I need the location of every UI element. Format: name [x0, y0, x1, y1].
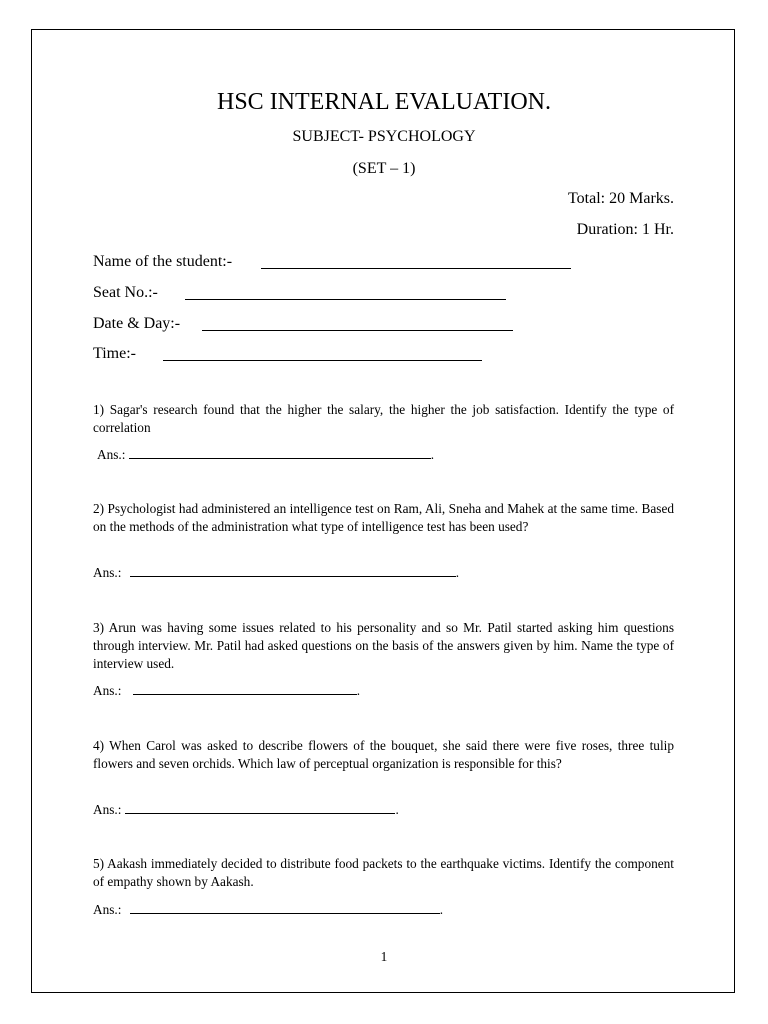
answer-5	[93, 901, 443, 919]
time-field	[93, 344, 136, 364]
date-day-line[interactable]	[202, 330, 513, 331]
question-4: 4) When Carol was asked to describe flowers of the bouquet, she said there were five roses, three tulip flowers and seven orchids. Which law of perceptual organization is responsible for this?	[93, 738, 674, 771]
answer-1	[97, 446, 434, 464]
question-5: 5) Aakash immediately decided to distribute food packets to the earthquake victims. Identify the component of empathy shown by Aakash.	[93, 856, 674, 889]
date-day-label: Date & Day:-	[93, 315, 181, 332]
date-day-field	[93, 314, 180, 334]
answer-1-label: Ans.:	[97, 447, 126, 462]
subject-line: SUBJECT- PSYCHOLOGY	[292, 128, 476, 145]
answer-4	[93, 801, 399, 819]
set-number: (SET – 1)	[352, 160, 416, 177]
answer-3-label: Ans.:	[93, 683, 122, 698]
page-number: 1	[380, 949, 388, 964]
time-line[interactable]	[163, 360, 482, 361]
answer-2-end: .	[455, 565, 460, 580]
answer-3-line[interactable]	[133, 682, 357, 695]
student-name-field	[93, 252, 232, 272]
total-marks: Total: 20 Marks.	[568, 190, 674, 207]
answer-3-end: .	[356, 683, 361, 698]
document-title: HSC INTERNAL EVALUATION.	[217, 89, 551, 115]
answer-4-line[interactable]	[125, 801, 395, 814]
answer-4-label: Ans.:	[93, 802, 122, 817]
answer-5-line[interactable]	[130, 901, 440, 914]
time-label: Time:-	[93, 345, 136, 362]
student-name-line[interactable]	[261, 268, 571, 269]
answer-1-line[interactable]	[129, 446, 431, 459]
duration: Duration: 1 Hr.	[576, 221, 674, 238]
answer-5-end: .	[439, 902, 444, 917]
answer-3	[93, 682, 360, 700]
answer-2-line[interactable]	[130, 564, 456, 577]
question-1: 1) Sagar's research found that the higher the salary, the higher the job satisfaction. Identify the type of correlation	[93, 402, 674, 435]
answer-2	[93, 564, 459, 582]
seat-number-line[interactable]	[185, 299, 506, 300]
seat-number-field	[93, 283, 158, 303]
question-3: 3) Arun was having some issues related to his personality and so Mr. Patil started asking him questions through interview. Mr. Patil had asked questions on the basis of the answers given by him. Name the type of interview used.	[93, 620, 674, 671]
answer-1-end: .	[430, 447, 435, 462]
answer-2-label: Ans.:	[93, 565, 122, 580]
answer-5-label: Ans.:	[93, 902, 122, 917]
student-name-label: Name of the student:-	[93, 253, 233, 270]
seat-number-label: Seat No.:-	[93, 284, 158, 301]
answer-4-end: .	[395, 802, 399, 817]
question-2: 2) Psychologist had administered an intelligence test on Ram, Ali, Sneha and Mahek at the same time. Based on the methods of the administration what type of intelligence test has been used?	[93, 501, 674, 534]
